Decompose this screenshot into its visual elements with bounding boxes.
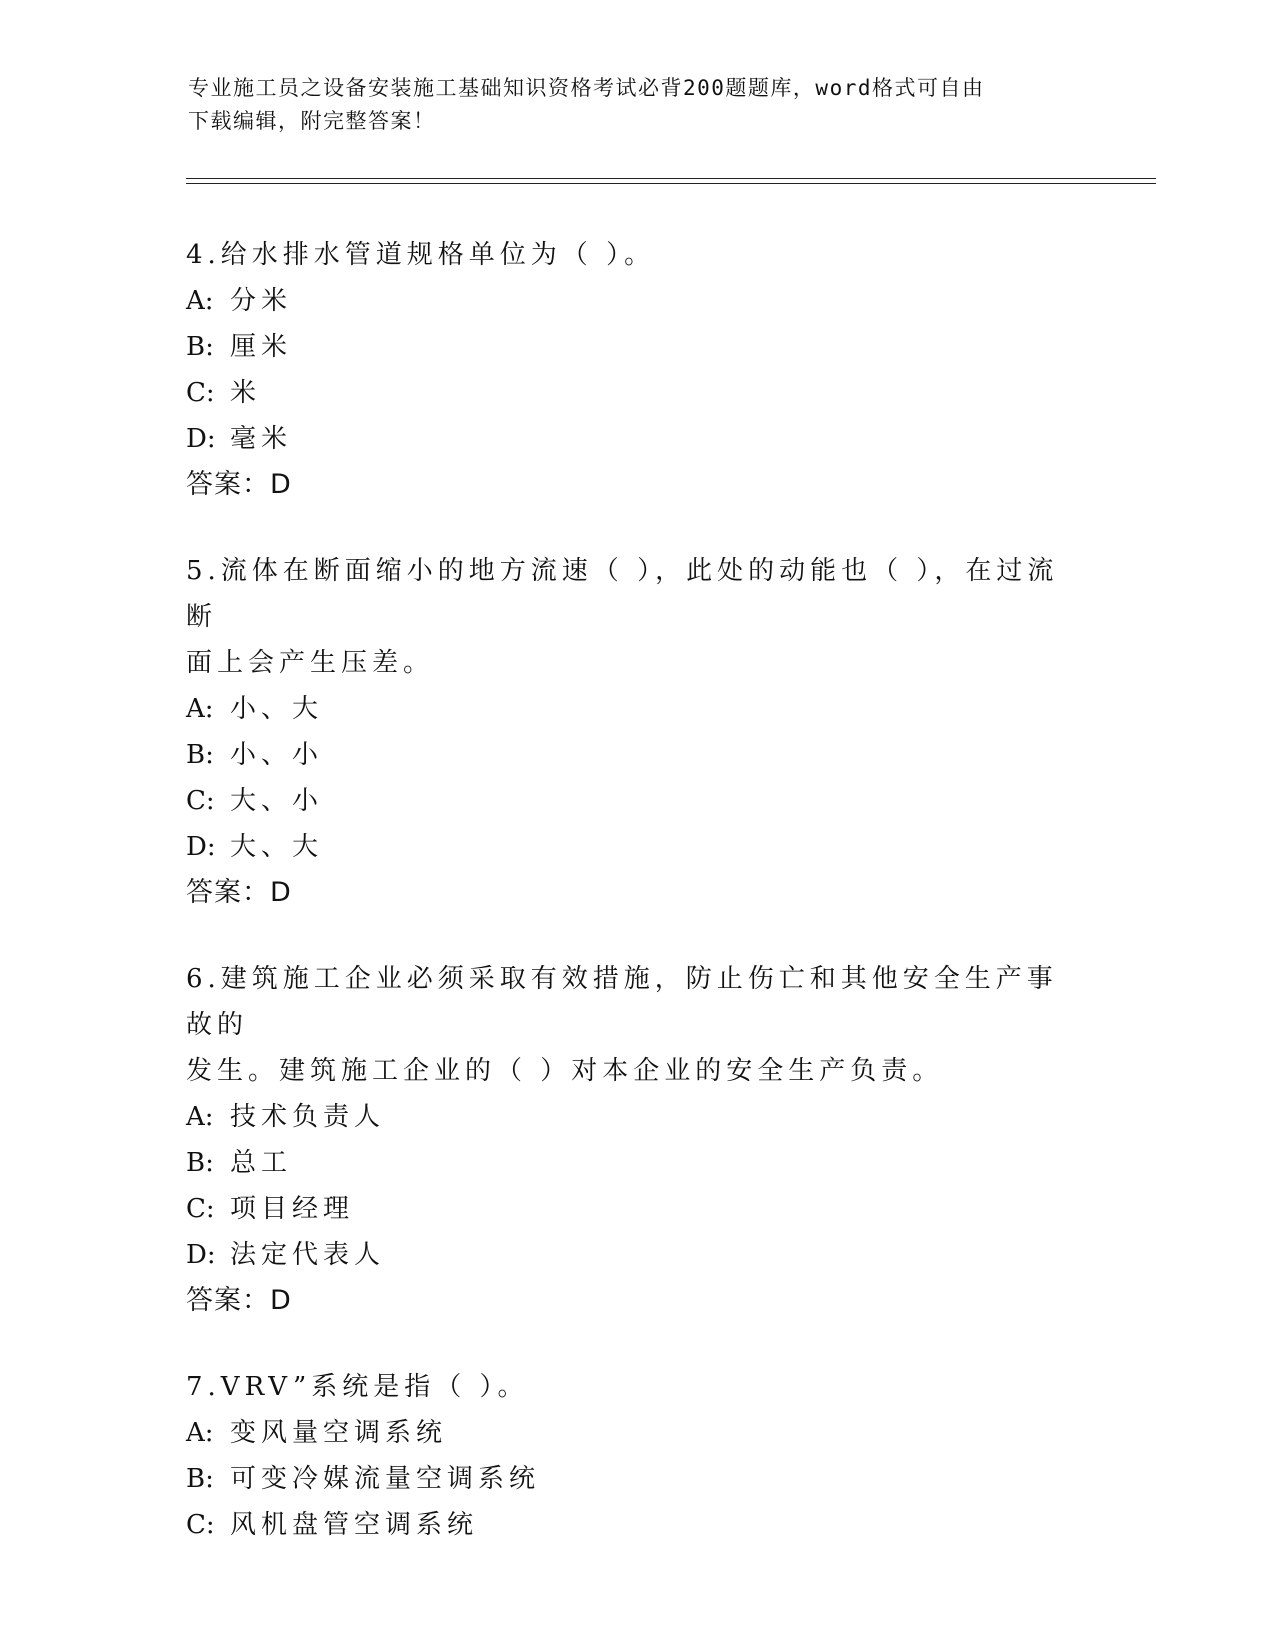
option-key: A: [186,286,214,316]
option-text: 小、大 [230,694,324,724]
option-text: 分米 [230,286,293,316]
question-stem-line-2: 面上会产生压差。 [186,648,435,678]
option-key: B: [186,1148,214,1178]
option-d [186,1232,1066,1278]
option-text: 项目经理 [230,1194,355,1224]
option-key: B: [186,332,214,362]
option-a [186,1410,1066,1456]
option-b [186,324,1066,370]
answer: 答案：D [186,877,292,908]
option-d [186,824,1066,870]
option-text: 毫米 [230,424,293,454]
header-divider-bottom [186,183,1156,184]
option-a [186,278,1066,324]
question-7 [186,1364,1066,1548]
option-key: D: [186,1240,216,1270]
option-text: 米 [230,378,262,408]
option-b [186,1456,1066,1502]
option-text: 风机盘管空调系统 [230,1510,479,1540]
option-key: B: [186,740,214,770]
option-key: B: [186,1464,214,1494]
option-text: 小、小 [230,740,324,770]
option-c [186,1502,1066,1548]
option-c [186,778,1066,824]
question-list [186,232,1066,1588]
option-key: A: [186,1102,214,1132]
option-text: 变风量空调系统 [230,1418,448,1448]
question-6 [186,956,1066,1324]
option-key: D: [186,424,216,454]
option-a [186,686,1066,732]
option-d [186,416,1066,462]
option-text: 法定代表人 [230,1240,386,1270]
option-text: 大、小 [230,786,324,816]
header-line-2: 下载编辑，附完整答案！ [188,109,436,133]
question-stem-line-1: 5.流体在断面缩小的地方流速（ ），此处的动能也（ ），在过流断 [186,556,1059,632]
option-c [186,370,1066,416]
answer: 答案：D [186,1285,292,1316]
option-b [186,1140,1066,1186]
header-line-1: 专业施工员之设备安装施工基础知识资格考试必背200题题库，word格式可自由 [188,76,985,100]
option-key: D: [186,832,216,862]
question-5 [186,548,1066,916]
option-key: C: [186,1510,215,1540]
option-text: 大、大 [230,832,324,862]
option-a [186,1094,1066,1140]
option-text: 可变冷媒流量空调系统 [230,1464,541,1494]
option-key: C: [186,1194,215,1224]
question-stem-line-2: 发生。建筑施工企业的（ ）对本企业的安全生产负责。 [186,1056,944,1086]
question-stem: 7.VRV”系统是指（ ）。 [186,1372,529,1402]
option-text: 总工 [230,1148,293,1178]
document-header [188,72,1068,138]
header-divider-top [186,178,1156,179]
question-stem: 4.给水排水管道规格单位为（ ）。 [186,240,656,270]
option-key: A: [186,1418,214,1448]
option-key: A: [186,694,214,724]
option-text: 厘米 [230,332,293,362]
option-text: 技术负责人 [230,1102,386,1132]
option-key: C: [186,786,215,816]
option-b [186,732,1066,778]
question-stem-line-1: 6.建筑施工企业必须采取有效措施，防止伤亡和其他安全生产事故的 [186,964,1058,1040]
answer: 答案：D [186,469,292,500]
option-key: C: [186,378,215,408]
option-c [186,1186,1066,1232]
question-4 [186,232,1066,508]
